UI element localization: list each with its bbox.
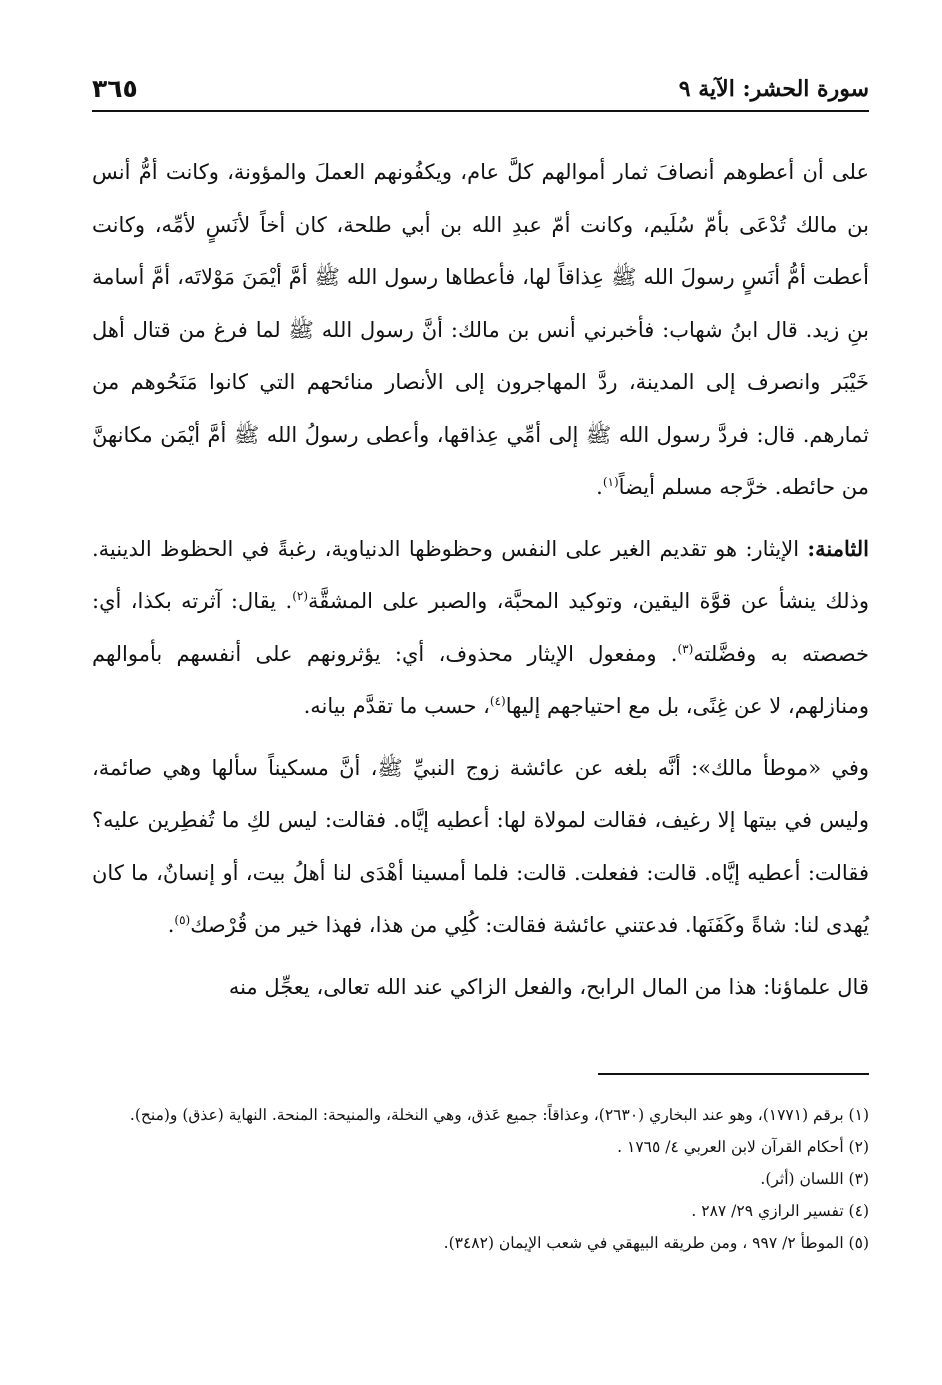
footnote-marker: (٥) [174,913,191,927]
paragraph-tail: ، حسب ما تقدَّم بيانه. [303,694,490,718]
surah-title: سورة الحشر: الآية ٩ [678,76,869,102]
page-number: ٣٦٥ [92,74,138,103]
paragraph-tail: . يقال: آثرته بكذا، أي: خصصته به وفضَّلته [92,589,869,666]
paragraph-4 [92,961,869,1014]
footnote-5: (٥) الموطأ ٢/ ٩٩٧ ، ومن طريقه البيهقي في شعب الإيمان (٣٤٨٢). [443,1234,869,1252]
footnote-marker: (٣) [677,641,694,656]
footnote-1: (١) برقم (١٧٧١)، وهو عند البخاري (٢٦٣٠)، وعذاقاً: جميع عَذق، وهي النخلة، والمنيحة: المنحة. النهاية (عذق) و(منح). [129,1106,869,1124]
paragraph-text: وفي «موطأ مالك»: أنَّه بلغه عن عائشة زوج النبيِّ ﷺ، أنَّ مسكيناً سألها وهي صائمة، وليس في بيتها إلا رغيف، فقالت لمولاة لها: أعطيه إيَّاه. فقالت: ليس لكِ ما تُفطِرين عليه؟ فقالت: أعطيه إيَّاه. قالت: ففعلت. قالت: فلما أمسينا أهْدَى لنا أهلُ بيت، أو إنسانٌ، ما كان يُهدى لنا: شاةً وكَفَنَها. فدعتني عائشة فقالت: كُلِي من هذا، فهذا خير من قُرْصك [92,755,869,937]
paragraph-1 [92,146,869,514]
paragraph-tail: . ومفعول الإيثار محذوف، أي: يؤثرونهم على أنفسهم بأموالهم ومنازلهم، لا عن غِنًى، بل مع احتياجهم إليها [92,641,869,718]
paragraph-text: الإيثار: هو تقديم الغير على النفس وحظوظها الدنياوية، رغبةً في الحظوظ الدينية. وذلك ينشأ عن قوَّة اليقين، وتوكيد المحبَّة، والصبر على المشقَّة [92,536,869,613]
footnote-2: (٢) أحكام القرآن لابن العربي ٤/ ١٧٦٥ . [617,1138,869,1156]
running-head [92,66,869,112]
footnote-marker: (٢) [292,589,309,603]
footnote-3: (٣) اللسان (أثر). [760,1170,869,1188]
paragraph-text: على أن أعطوهم أنصافَ ثمار أموالهم كلَّ عام، ويكفُونهم العملَ والمؤونة، وكانت أمُّ أنس بن مالك تُدْعَى بأمّ سُلَيم، وكانت أمّ عبدِ الله بن أبي طلحة، كان أخاً لأنَسٍ لأمِّه، وكانت أعطت أمُّ أنَسٍ رسولَ الله ﷺ عِذاقاً لها، فأعطاها رسول الله ﷺ أمَّ أيْمَنَ مَوْلاتَه، أمَّ أسامة بنِ زيد. قال ابنُ شهاب: فأخبرني أنس بن مالك: أنَّ رسول الله ﷺ لما فرغ من قتال أهل خَيْبَر وانصرف إلى المدينة، ردَّ المهاجرون إلى الأنصار منائحهم التي كانوا مَنَحُوهم من ثمارهم. قال: فردَّ رسول الله ﷺ إلى أمِّي عِذاقها، وأعطى رسولُ الله ﷺ أمَّ أيْمَن مكانهنَّ من حائطه. خرَّجه مسلم أيضاً [92,160,869,499]
paragraph-3 [92,742,869,952]
footnote-marker: (٤) [489,694,506,708]
footnotes [92,1099,869,1259]
paragraph-text: قال علماؤنا: هذا من المال الرابح، والفعل الزاكي عند الله تعالى، يعجِّل منه [228,974,869,999]
paragraph-2 [92,523,869,733]
section-heading: الثامنة: [807,535,869,561]
footnote-separator [598,1073,869,1075]
main-text [92,146,869,1013]
footnote-marker: (١) [602,475,619,489]
paragraph-tail: . [167,913,175,937]
footnote-4: (٤) تفسير الرازي ٢٩/ ٢٨٧ . [691,1202,869,1220]
paragraph-tail: . [596,475,603,499]
